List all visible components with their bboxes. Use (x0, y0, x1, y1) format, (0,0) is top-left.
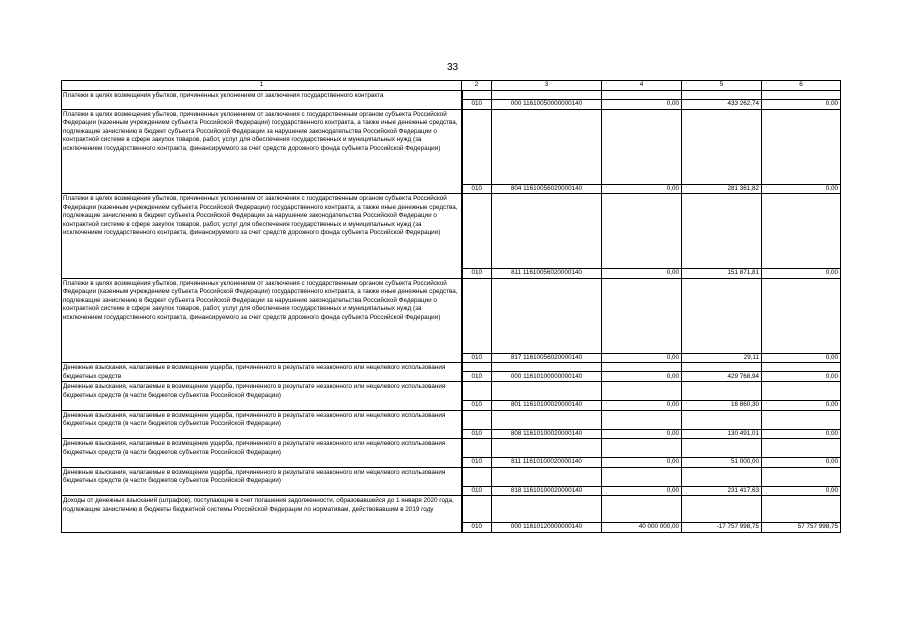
row-spacer (602, 382, 682, 401)
row-spacer (762, 467, 841, 486)
row-spacer (492, 439, 602, 458)
table-row (62, 278, 841, 353)
row-spacer (492, 109, 602, 184)
row-executed: 281 361,82 (682, 184, 762, 194)
row-spacer (762, 363, 841, 372)
row-spacer (762, 109, 841, 184)
row-spacer (602, 363, 682, 372)
table-row (62, 467, 841, 486)
table-row (62, 382, 841, 401)
row-code: 010 (462, 353, 492, 363)
row-approved: 0,00 (602, 184, 682, 194)
row-description: Доходы от денежных взысканий (штрафов), поступающие в счет погашения задолженности, образовавшейся до 1 января 2020 года, подлежащие зачислению в бюджеты бюджетной системы Российской Федерации по нормативам, действовавшим в 2019 году (62, 496, 462, 533)
row-approved: 0,00 (602, 269, 682, 279)
row-spacer (762, 91, 841, 100)
column-header: 1 (62, 81, 462, 91)
row-unexecuted: 0,00 (762, 372, 841, 382)
row-spacer (682, 496, 762, 523)
row-kbk: 801 11610100020000140 (492, 401, 602, 411)
row-spacer (492, 496, 602, 523)
row-description: Платежи в целях возмещения убытков, причиненных уклонением от заключения государственного контракта (62, 91, 462, 110)
row-spacer (602, 439, 682, 458)
page-number: 33 (446, 62, 459, 73)
row-spacer (762, 439, 841, 458)
row-unexecuted: 0,00 (762, 353, 841, 363)
row-spacer (492, 278, 602, 353)
table-row (62, 91, 841, 100)
row-description: Денежные взыскания, налагаемые в возмещение ущерба, причиненного в результате незаконного или нецелевого использования бюджетных средств (в части бюджетов субъектов Российской Федерации) (62, 467, 462, 496)
row-spacer (762, 382, 841, 401)
row-spacer (492, 382, 602, 401)
row-spacer (762, 194, 841, 269)
row-spacer (682, 278, 762, 353)
row-approved: 0,00 (602, 353, 682, 363)
row-executed: 16 860,30 (682, 401, 762, 411)
table-row (62, 410, 841, 429)
row-spacer (682, 363, 762, 372)
row-spacer (462, 496, 492, 523)
row-executed: -17 757 998,75 (682, 523, 762, 533)
row-code: 010 (462, 486, 492, 496)
row-spacer (602, 194, 682, 269)
row-spacer (602, 109, 682, 184)
column-header: 3 (492, 81, 602, 91)
row-code: 010 (462, 184, 492, 194)
row-spacer (682, 194, 762, 269)
row-approved: 0,00 (602, 486, 682, 496)
row-kbk: 811 11610100020000140 (492, 458, 602, 468)
row-spacer (682, 91, 762, 100)
table-header-row (62, 81, 841, 91)
row-unexecuted: 57 757 998,75 (762, 523, 841, 533)
row-spacer (492, 363, 602, 372)
row-kbk: 000 11610120000000140 (492, 523, 602, 533)
row-code: 010 (462, 100, 492, 110)
row-executed: 231 417,63 (682, 486, 762, 496)
row-code: 010 (462, 269, 492, 279)
row-code: 010 (462, 401, 492, 411)
row-unexecuted: 0,00 (762, 269, 841, 279)
row-spacer (762, 410, 841, 429)
row-executed: 429 768,94 (682, 372, 762, 382)
column-header: 2 (462, 81, 492, 91)
row-description: Платежи в целях возмещения убытков, причиненных уклонением от заключения с государственным органом субъекта Российской Федерации (казенным учреждением субъекта Российской Федерации) государственного контракта, а также иные денежные средства, подлежащие зачислению в бюджет субъекта Российской Федерации за нарушение законодательства Российской Федерации о контрактной системе в сфере закупок товаров, работ, услуг для обеспечения государственных и муниципальных нужд (за исключением государственного контракта, финансируемого за счет средств дорожного фонда субъекта Российской Федерации) (62, 109, 462, 194)
row-spacer (602, 91, 682, 100)
row-kbk: 000 11610100000000140 (492, 372, 602, 382)
row-kbk: 000 11610050000000140 (492, 100, 602, 110)
table-row (62, 194, 841, 269)
table-row (62, 496, 841, 523)
row-spacer (682, 467, 762, 486)
row-spacer (682, 382, 762, 401)
row-kbk: 817 11610056020000140 (492, 353, 602, 363)
report-table (61, 80, 841, 533)
column-header: 4 (602, 81, 682, 91)
row-code: 010 (462, 429, 492, 439)
row-spacer (602, 467, 682, 486)
row-executed: 29,11 (682, 353, 762, 363)
row-description: Платежи в целях возмещения убытков, причиненных уклонением от заключения с государственным органом субъекта Российской Федерации (казенным учреждением субъекта Российской Федерации) государственного контракта, а также иные денежные средства, подлежащие зачислению в бюджет субъекта Российской Федерации за нарушение законодательства Российской Федерации о контрактной системе в сфере закупок товаров, работ, услуг для обеспечения государственных и муниципальных нужд (за исключением государственного контракта, финансируемого за счет средств дорожного фонда субъекта Российской Федерации) (62, 194, 462, 279)
column-header: 5 (682, 81, 762, 91)
row-description: Денежные взыскания, налагаемые в возмещение ущерба, причиненного в результате незаконного или нецелевого использования бюджетных средств (62, 363, 462, 382)
row-executed: 151 871,81 (682, 269, 762, 279)
row-description: Денежные взыскания, налагаемые в возмещение ущерба, причиненного в результате незаконного или нецелевого использования бюджетных средств (в части бюджетов субъектов Российской Федерации) (62, 382, 462, 411)
row-spacer (462, 382, 492, 401)
row-unexecuted: 0,00 (762, 429, 841, 439)
row-unexecuted: 0,00 (762, 401, 841, 411)
row-spacer (462, 439, 492, 458)
row-spacer (462, 363, 492, 372)
row-spacer (682, 109, 762, 184)
row-approved: 0,00 (602, 429, 682, 439)
row-spacer (762, 496, 841, 523)
row-spacer (492, 194, 602, 269)
row-description: Денежные взыскания, налагаемые в возмещение ущерба, причиненного в результате незаконного или нецелевого использования бюджетных средств (в части бюджетов субъектов Российской Федерации) (62, 439, 462, 468)
row-approved: 0,00 (602, 401, 682, 411)
row-spacer (462, 278, 492, 353)
row-kbk: 804 11610056020000140 (492, 184, 602, 194)
row-spacer (462, 467, 492, 486)
row-spacer (602, 278, 682, 353)
table-row (62, 439, 841, 458)
row-spacer (492, 410, 602, 429)
row-spacer (462, 91, 492, 100)
table-row (62, 109, 841, 184)
row-unexecuted: 0,00 (762, 486, 841, 496)
row-description: Платежи в целях возмещения убытков, причиненных уклонением от заключения с государственным органом субъекта Российской Федерации (казенным учреждением субъекта Российской Федерации) государственного контракта, а также иные денежные средства, подлежащие зачислению в бюджет субъекта Российской Федерации за нарушение законодательства Российской Федерации о контрактной системе в сфере закупок товаров, работ, услуг для обеспечения государственных и муниципальных нужд (за исключением государственного контракта, финансируемого за счет средств дорожного фонда субъекта Российской Федерации) (62, 278, 462, 363)
row-approved: 40 000 000,00 (602, 523, 682, 533)
row-executed: 51 000,00 (682, 458, 762, 468)
row-spacer (682, 439, 762, 458)
row-description: Денежные взыскания, налагаемые в возмещение ущерба, причиненного в результате незаконного или нецелевого использования бюджетных средств (в части бюджетов субъектов Российской Федерации) (62, 410, 462, 439)
row-spacer (462, 109, 492, 184)
row-spacer (602, 496, 682, 523)
row-code: 010 (462, 523, 492, 533)
row-unexecuted: 0,00 (762, 458, 841, 468)
row-unexecuted: 0,00 (762, 184, 841, 194)
row-spacer (492, 91, 602, 100)
column-header: 6 (762, 81, 841, 91)
row-code: 010 (462, 458, 492, 468)
row-approved: 0,00 (602, 100, 682, 110)
row-kbk: 808 11610100020000140 (492, 429, 602, 439)
row-executed: 130 491,01 (682, 429, 762, 439)
row-spacer (602, 410, 682, 429)
row-spacer (682, 410, 762, 429)
row-unexecuted: 0,00 (762, 100, 841, 110)
row-spacer (492, 467, 602, 486)
row-approved: 0,00 (602, 458, 682, 468)
row-spacer (462, 410, 492, 429)
table-row (62, 363, 841, 372)
row-executed: 433 262,74 (682, 100, 762, 110)
row-kbk: 811 11610056020000140 (492, 269, 602, 279)
row-spacer (762, 278, 841, 353)
row-approved: 0,00 (602, 372, 682, 382)
row-spacer (462, 194, 492, 269)
row-code: 010 (462, 372, 492, 382)
row-kbk: 818 11610100020000140 (492, 486, 602, 496)
